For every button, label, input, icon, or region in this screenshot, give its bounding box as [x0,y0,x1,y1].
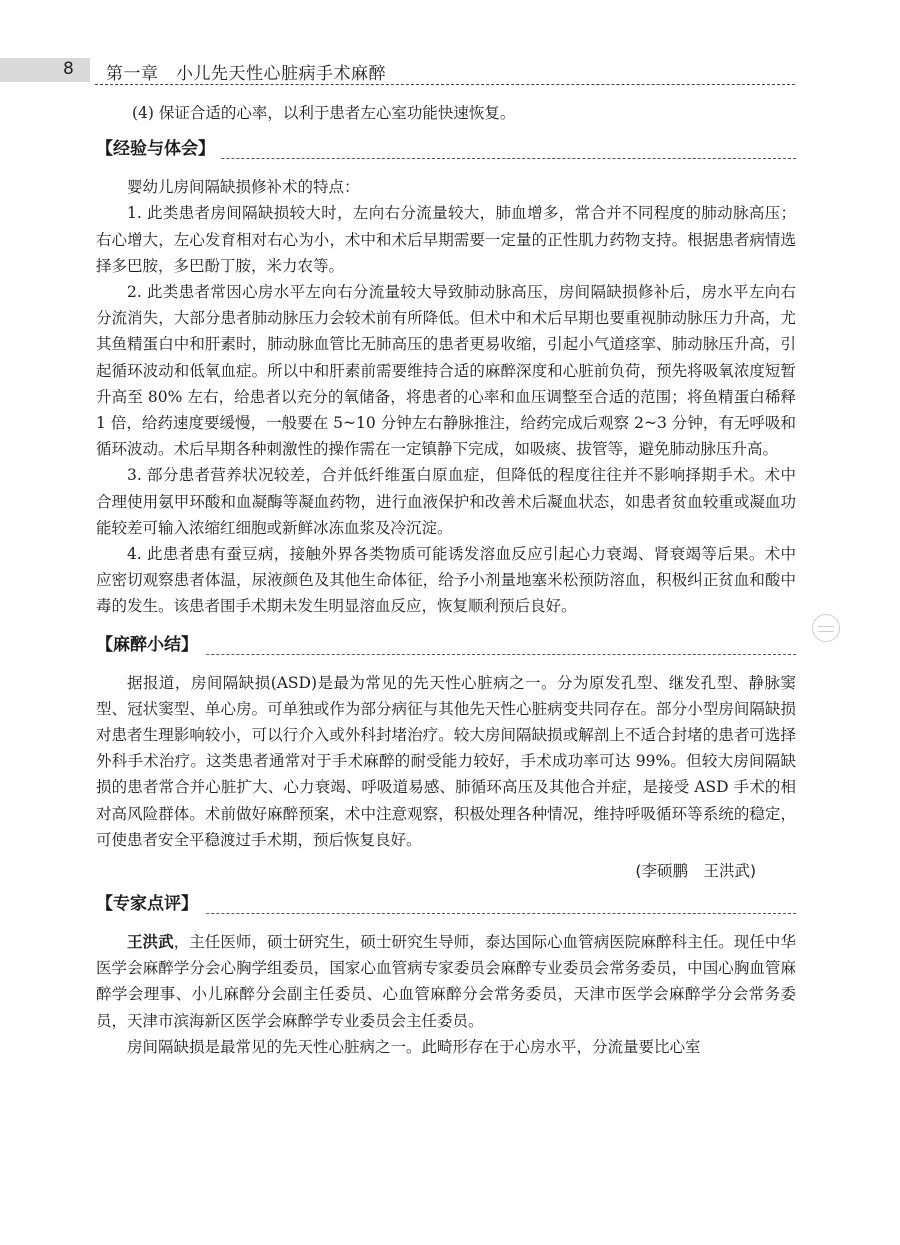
expert-bio [96,929,796,1034]
expert-name: 王洪武 [127,933,174,952]
expert-bio-text: ，主任医师，硕士研究生，硕士研究生导师，泰达国际心血管病医院麻醉科主任。现任中华医学会麻醉学分会心胸学组委员，国家心血管病专家委员会麻醉专业委员会常务委员，中国心胸血管麻醉学会理事、小儿麻醉分会副主任委员、心血管麻醉分会常务委员，天津市医学会麻醉学分会常务委员，天津市滨海新区医学会麻醉学专业委员会主任委员。 [96,933,796,1030]
section-heading-summary [96,630,796,660]
paragraph: 4. 此患者患有蚕豆病，接触外界各类物质可能诱发溶血反应引起心力衰竭、肾衰竭等后果。术中应密切观察患者体温，尿液颜色及其他生命体征，给予小剂量地塞米松预防溶血，积极纠正贫血和酸中毒的发生。该患者围手术期未发生明显溶血反应，恢复顺利预后良好。 [96,545,796,616]
chapter-title: 第一章 小儿先天性心脏病手术麻醉 [106,64,386,84]
paragraph: 3. 部分患者营养状况较差，合并低纤维蛋白原血症，但降低的程度往往并不影响择期手术。术中合理使用氨甲环酸和血凝酶等凝血药物，进行血液保护和改善术后凝血状态，如患者贫血较重或凝血功能较差可输入浓缩红细胞或新鲜冰冻血浆及冷沉淀。 [96,466,796,537]
header-divider [95,84,795,85]
page-number: 8 [63,59,74,79]
margin-stamp-icon [812,614,840,642]
page-body [96,100,796,1060]
running-header [0,58,900,84]
paragraph: 房间隔缺损是最常见的先天性心脏病之一。此畸形存在于心房水平，分流量要比心室 [127,1037,701,1056]
intro-item: (4) 保证合适的心率，以利于患者左心室功能快速恢复。 [132,104,516,122]
section-heading-experience [96,134,796,164]
paragraph: 婴幼儿房间隔缺损修补术的特点： [127,178,360,197]
paragraph: 2. 此类患者常因心房水平左向右分流量较大导致肺动脉高压，房间隔缺损修补后，房水平左向右分流消失，大部分患者肺动脉压力会较术前有所降低。但术中和术后早期也要重视肺动脉压力升高，尤其鱼精蛋白中和肝素时，肺动脉血管比无肺高压的患者更易收缩，引起小气道痉挛、肺动脉压升高，引起循环波动和低氧血症。所以中和肝素前需要维持合适的麻醉深度和心脏前负荷，预先将吸氧浓度短暂升高至 80% 左右，给患者以充分的氧储备，将患者的心率和血压调整至合适的范围；将鱼精蛋白稀释 1 倍，给药速度要缓慢，一般要在 5~10 分钟左右静脉推注，给药完成后观察 2~3 分钟，有无呼吸和循环波动。术后早期各种刺激性的操作需在一定镇静下完成，如吸痰、拔管等，避免肺动脉压升高。 [96,283,796,459]
paragraph: 据报道，房间隔缺损(ASD)是最为常见的先天性心脏病之一。分为原发孔型、继发孔型、静脉窦型、冠状窦型、单心房。可单独或作为部分病征与其他先天性心脏病变共同存在。部分小型房间隔缺损对患者生理影响较小，可以行介入或外科封堵治疗。较大房间隔缺损或解剖上不适合封堵的患者可选择外科手术治疗。这类患者通常对于手术麻醉的耐受能力较好，手术成功率可达 99%。但较大房间隔缺损的患者常合并心脏扩大、心力衰竭、呼吸道易感、肺循环高压及其他合并症，是接受 ASD 手术的相对高风险群体。术前做好麻醉预案，术中注意观察，积极处理各种情况，维持呼吸循环等系统的稳定，可使患者安全平稳渡过手术期，预后恢复良好。 [96,673,796,849]
section-title: 【经验与体会】 [96,134,221,159]
section-title: 【麻醉小结】 [96,630,204,655]
section-title: 【专家点评】 [96,889,204,914]
paragraph: 1. 此类患者房间隔缺损较大时，左向右分流量较大，肺血增多，常合并不同程度的肺动脉高压；右心增大，左心发育相对右心为小，术中和术后早期需要一定量的正性肌力药物支持。根据患者病情选择多巴胺，多巴酚丁胺，米力农等。 [96,204,796,275]
author-signature: (李硕鹏 王洪武) [635,862,756,881]
page-number-tab [0,58,90,82]
section-heading-expert [96,889,796,919]
